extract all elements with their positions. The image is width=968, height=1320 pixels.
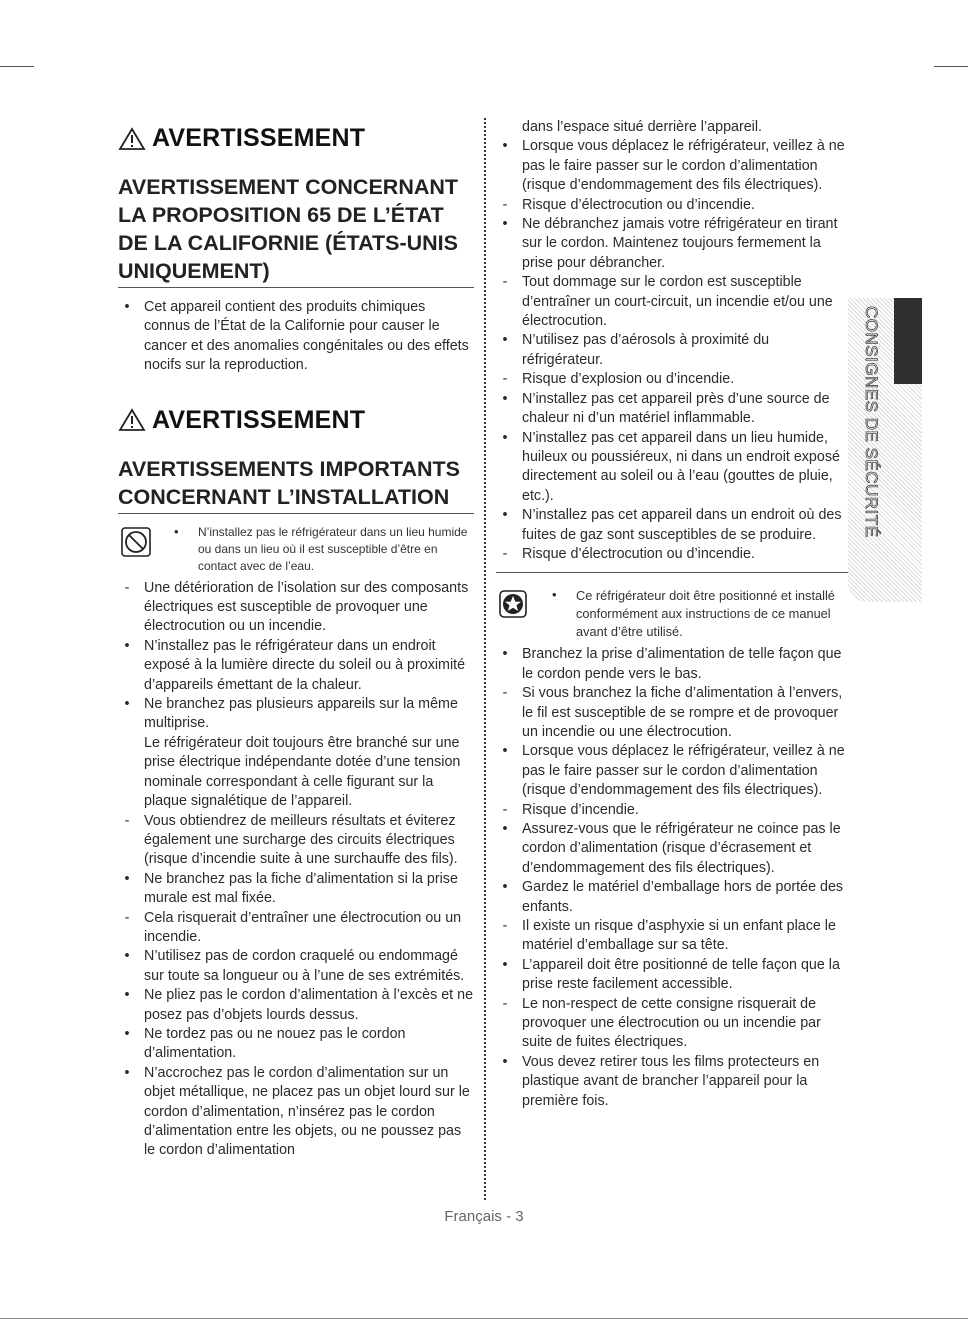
page-footer: Français - 3 — [444, 1208, 524, 1225]
list-marker: • — [124, 696, 130, 713]
list-item — [496, 956, 848, 995]
side-tab-dark-block — [894, 298, 922, 384]
list-item-text: N’installez pas cet appareil dans un lieu humide, huileux ou poussiéreux, ni dans un endroit exposé directement au soleil ou à l’eau (gouttes de pluie, etc.). — [522, 429, 840, 504]
list-item-text: Cet appareil contient des produits chimiques connus de l’État de la Californie pour causer le cancer et des anomalies congénitales ou des effets nocifs sur la reproduction. — [144, 299, 469, 374]
list-item-text: Risque d’incendie. — [522, 801, 639, 818]
section-heading-installation: AVERTISSEMENTS IMPORTANTS CONCERNANT L’INSTALLATION — [118, 455, 474, 514]
prop65-list — [118, 298, 474, 376]
list-marker: - — [124, 909, 130, 926]
warning-title-2: AVERTISSEMENT — [118, 406, 474, 435]
list-marker: • — [502, 332, 508, 349]
list-marker: • — [502, 821, 508, 837]
bottom-rule — [0, 1318, 968, 1319]
list-item-text: Il existe un risque d’asphyxie si un enfant place le matériel d’emballage sur sa tête. — [522, 918, 836, 954]
list-item-text: Assurez-vous que le réfrigérateur ne coince pas le cordon d’alimentation (risque d’écrasement et d’endommagement des fils électriques). — [522, 821, 841, 876]
list-item-text: Une détérioration de l’isolation sur des composants électriques est susceptible de provoquer une électrocution ou un incendie. — [144, 579, 469, 635]
list-item-text: Ne branchez pas la fiche d’alimentation si la prise murale est mal fixée. — [144, 870, 458, 907]
list-item — [118, 734, 474, 812]
list-item — [496, 801, 848, 820]
list-item — [118, 812, 474, 870]
list-item — [118, 1025, 474, 1064]
list-item — [496, 429, 848, 507]
list-marker: • — [502, 1053, 508, 1070]
list-item — [496, 137, 848, 195]
list-item — [496, 273, 848, 331]
section-heading-prop65: AVERTISSEMENT CONCERNANT LA PROPOSITION 65 DE L’ÉTAT DE LA CALIFORNIE (ÉTATS-UNIS UNIQUEMENT) — [118, 173, 474, 288]
list-item — [118, 695, 474, 734]
note-bullet: • — [552, 587, 557, 603]
list-item-text: Tout dommage sur le cordon est susceptible d’entraîner un court-circuit, un incendie et/ou une électrocution. — [522, 274, 833, 330]
list-marker: - — [124, 579, 130, 596]
list-item-text: N’accrochez pas le cordon d’alimentation sur un objet métallique, ne placez pas un objet lourd sur le cordon d’alimentation, n’insérez pas le cordon d’alimentation entre les objets, ou ne poussez pas le cordon d’alimentation — [144, 1064, 470, 1159]
list-marker: - — [502, 801, 508, 818]
list-item-text: Le réfrigérateur doit toujours être branché sur une prise électrique indépendante dotée d’une tension nominale correspondant à celle figurant sur la plaque signalétique de l’appareil. — [144, 734, 461, 810]
list-item-text: N’installez pas le réfrigérateur dans un endroit exposé à la lumière directe du soleil ou à proximité d’appareils émettant de la chaleur. — [144, 637, 466, 693]
left-column — [118, 124, 474, 1161]
list-item — [496, 506, 848, 545]
list-item — [496, 545, 848, 564]
list-marker: • — [502, 879, 508, 896]
list-item-text: Risque d’explosion ou d’incendie. — [522, 371, 735, 388]
list-item-text: dans l’espace situé derrière l’appareil. — [522, 119, 763, 135]
list-item — [496, 684, 848, 742]
column-divider — [484, 118, 486, 1200]
list-marker: • — [502, 138, 508, 155]
list-marker: - — [502, 545, 508, 562]
list-item — [118, 637, 474, 695]
list-marker: • — [502, 216, 508, 233]
list-marker: - — [502, 371, 508, 388]
note-text: N’installez pas le réfrigérateur dans un lieu humide ou dans un lieu où il est susceptible d’être en contact avec de l’eau. — [198, 524, 468, 573]
list-marker: • — [124, 299, 130, 315]
list-item-text: Branchez la prise d’alimentation de telle façon que le cordon pende vers le bas. — [522, 646, 842, 682]
list-marker: - — [502, 995, 508, 1012]
list-item — [118, 947, 474, 986]
list-marker: • — [502, 507, 508, 524]
list-item-text: N’utilisez pas de cordon craquelé ou endommagé sur toute sa longueur ou à l’une de ses extrémités. — [144, 948, 465, 984]
list-item-text: Lorsque vous déplacez le réfrigérateur, veillez à ne pas le faire passer sur le cordon d’alimentation (risque d’endommagement des fils électriques). — [522, 743, 845, 799]
list-item — [118, 1064, 474, 1161]
list-marker: • — [124, 948, 130, 965]
list-marker: • — [502, 390, 508, 407]
prohibition-note — [118, 524, 474, 575]
list-item-text: N’installez pas cet appareil près d’une source de chaleur ni d’un matériel inflammable. — [522, 390, 830, 427]
installation-list — [118, 579, 474, 1161]
list-marker: - — [502, 274, 508, 291]
list-item-text: Risque d’électrocution ou d’incendie. — [522, 545, 755, 562]
list-marker: - — [502, 685, 508, 702]
list-marker: • — [502, 743, 508, 760]
list-item — [496, 878, 848, 917]
list-item — [496, 645, 848, 684]
list-item-text: Gardez le matériel d’emballage hors de portée des enfants. — [522, 879, 844, 915]
important-star-icon — [498, 589, 528, 624]
crop-mark-right — [934, 66, 968, 67]
list-item-text: Si vous branchez la fiche d’alimentation à l’envers, le fil est susceptible de se rompre et de provoquer un incendie ou une électrocution. — [522, 685, 843, 740]
list-item-text: Cela risquerait d’entraîner une électrocution ou un incendie. — [144, 909, 462, 945]
important-note — [496, 587, 848, 641]
list-item — [496, 118, 848, 137]
list-item-text: N’utilisez pas d’aérosols à proximité du réfrigérateur. — [522, 332, 770, 368]
list-item-text: Le non-respect de cette consigne risquerait de provoquer une électrocution ou un incendie par suite de fuites électriques. — [522, 995, 821, 1051]
placement-list — [496, 645, 848, 1111]
side-tab-label: CONSIGNES DE SÉCURITÉ — [862, 306, 881, 538]
list-item — [118, 909, 474, 948]
list-item-text: Ne branchez pas plusieurs appareils sur la même multiprise. — [144, 696, 458, 732]
list-item — [496, 331, 848, 370]
crop-mark-left — [0, 66, 34, 67]
list-marker: • — [124, 1064, 130, 1081]
list-marker: • — [124, 637, 130, 654]
list-marker: • — [502, 646, 508, 663]
list-item-text: Lorsque vous déplacez le réfrigérateur, veillez à ne pas le faire passer sur le cordon d’alimentation (risque d’endommagement des fils électriques). — [522, 138, 845, 194]
list-item — [496, 196, 848, 215]
list-marker: • — [124, 987, 130, 1004]
warning-triangle-icon — [118, 127, 146, 151]
list-item — [496, 917, 848, 956]
note-bullet: • — [174, 523, 179, 539]
list-marker: • — [124, 870, 130, 887]
warning-title-1: AVERTISSEMENT — [118, 124, 474, 153]
list-item-text: Vous devez retirer tous les films protecteurs en plastique avant de brancher l’appareil pour la première fois. — [522, 1053, 820, 1109]
right-column — [496, 118, 848, 1111]
list-item-text: Ne pliez pas le cordon d’alimentation à l’excès et ne posez pas d’objets lourds dessus. — [144, 987, 474, 1023]
warning-triangle-icon — [118, 408, 146, 432]
list-item — [496, 370, 848, 389]
section-rule — [496, 572, 848, 573]
section-side-tab — [848, 298, 922, 602]
list-item-text: Ne tordez pas ou ne nouez pas le cordon d’alimentation. — [144, 1025, 406, 1062]
cord-warnings-list — [496, 118, 848, 564]
prohibition-icon — [120, 526, 152, 563]
list-item — [496, 1053, 848, 1111]
list-marker: • — [502, 956, 508, 973]
list-marker: • — [124, 1025, 130, 1042]
list-item — [496, 995, 848, 1053]
note-text: Ce réfrigérateur doit être positionné et installé conformément aux instructions de ce manuel avant d’être utilisé. — [576, 588, 835, 640]
list-item — [496, 215, 848, 273]
list-item — [496, 820, 848, 878]
list-item-text: Ne débranchez jamais votre réfrigérateur en tirant sur le cordon. Maintenez toujours fermement la prise pour débrancher. — [522, 216, 838, 271]
list-item — [496, 742, 848, 800]
list-item-text: Vous obtiendrez de meilleurs résultats et éviterez également une surcharge des circuits électriques (risque d’incendie suite à une surchauffe des fils). — [144, 812, 458, 868]
list-item — [118, 579, 474, 637]
list-item — [118, 298, 474, 376]
list-item — [118, 870, 474, 909]
list-marker: - — [502, 196, 508, 213]
list-item-text: L’appareil doit être positionné de telle façon que la prise reste facilement accessible. — [522, 956, 840, 993]
list-marker: • — [502, 429, 508, 446]
list-item-text: Risque d’électrocution ou d’incendie. — [522, 196, 755, 213]
list-item — [496, 390, 848, 429]
list-marker: - — [124, 812, 130, 829]
list-item — [118, 986, 474, 1025]
list-item-text: N’installez pas cet appareil dans un endroit où des fuites de gaz sont susceptibles de se produire. — [522, 507, 842, 543]
list-marker: - — [502, 918, 508, 935]
